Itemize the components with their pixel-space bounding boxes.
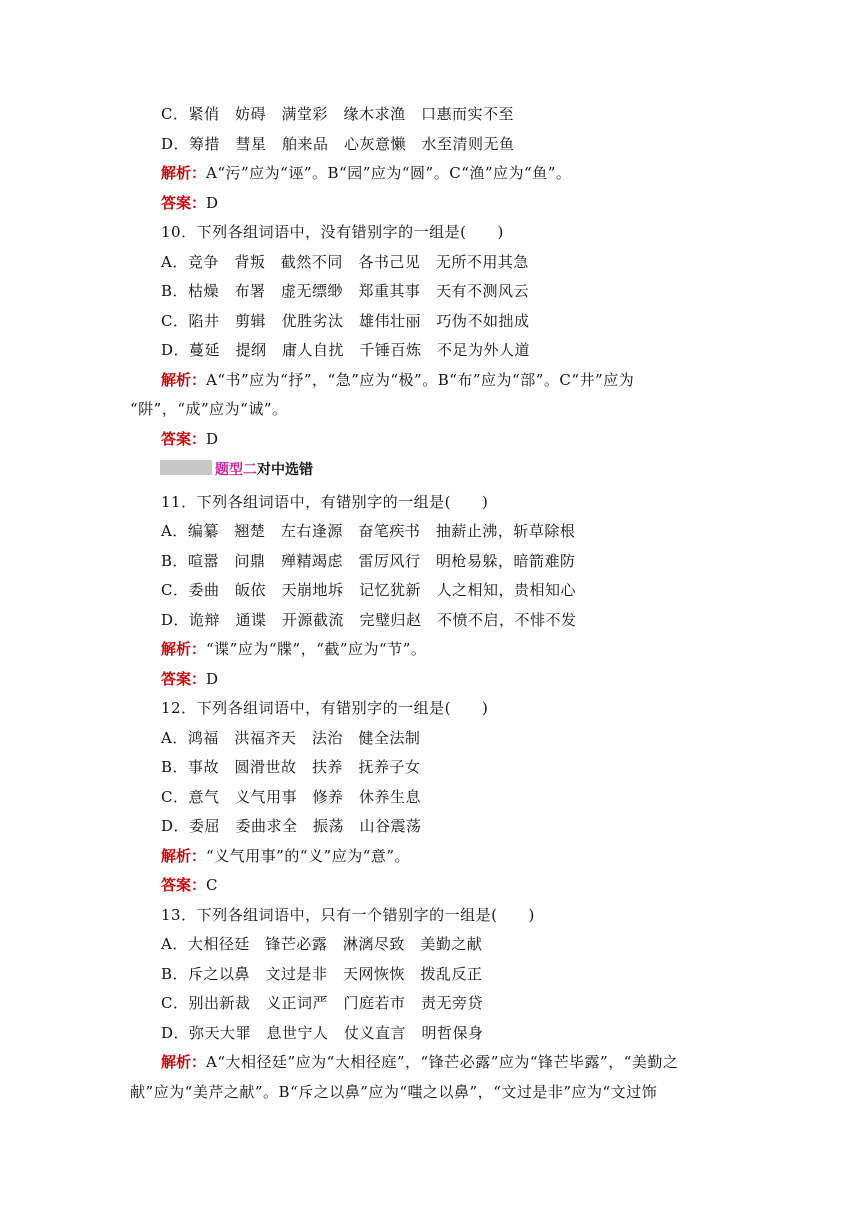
option-a: A．鸿福 洪福齐天 法治 健全法制 — [161, 729, 421, 747]
answer — [161, 193, 219, 213]
option-d: D．蔓延 提纲 庸人自扰 千锤百炼 不足为外人道 — [161, 341, 531, 359]
option-b: B．枯燥 布署 虚无缥缈 郑重其事 天有不测风云 — [161, 282, 530, 300]
analysis-text: A“大相径廷”应为“大相径庭”，“锋芒必露”应为“锋芒毕露”，“美勤之 — [206, 1053, 679, 1071]
answer-label: 答案： — [161, 194, 207, 212]
analysis-text: A“书”应为“抒”，“急”应为“极”。B“布”应为“部”。C“井”应为 — [206, 371, 635, 389]
section-prefix: 题型二 — [215, 462, 257, 478]
section-rest: 对中选错 — [257, 462, 313, 478]
analysis-text: “义气用事”的“义”应为“意”。 — [206, 847, 411, 865]
analysis-continued: 献”应为“美芹之献”。B“斥之以鼻”应为“嗤之以鼻”，“文过是非”应为“文过饰 — [130, 1083, 658, 1101]
question-10: 10．下列各组词语中，没有错别字的一组是( ) — [161, 223, 504, 241]
answer — [161, 669, 219, 689]
analysis-label: 解析： — [161, 847, 207, 865]
option-d: D．筹措 彗星 舶来品 心灰意懒 水至清则无鱼 — [161, 135, 515, 153]
analysis-label: 解析： — [161, 371, 207, 389]
answer-label: 答案： — [161, 430, 207, 448]
option-a: A．编纂 翘楚 左右逢源 奋笔疾书 抽薪止沸，斩草除根 — [161, 522, 576, 540]
option-d: D．诡辩 通谍 开源截流 完璧归赵 不愤不启，不悱不发 — [161, 611, 577, 629]
option-d: D．委屈 委曲求全 振荡 山谷震荡 — [161, 817, 422, 835]
option-c: C．陷井 剪辑 优胜劣汰 雄伟壮丽 巧伪不如拙成 — [161, 312, 530, 330]
option-a: A．大相径廷 锋芒必露 淋漓尽致 美勤之献 — [161, 935, 483, 953]
analysis-continued: “阱”，“成”应为“诚”。 — [130, 400, 288, 418]
answer-text: C — [206, 876, 218, 894]
analysis-label: 解析： — [161, 1053, 207, 1071]
option-c: C．别出新裁 义正词严 门庭若市 责无旁贷 — [161, 994, 483, 1012]
answer-text: D — [206, 670, 219, 688]
analysis — [161, 163, 571, 183]
option-c: C．委曲 皈依 天崩地坼 记忆犹新 人之相知，贵相知心 — [161, 581, 576, 599]
analysis-text: A“污”应为“诬”。B“园”应为“圆”。C“渔”应为“鱼”。 — [206, 164, 572, 182]
analysis — [161, 370, 634, 390]
option-a: A．竞争 背叛 截然不同 各书己见 无所不用其急 — [161, 253, 529, 271]
option-c: C．意气 义气用事 修养 休养生息 — [161, 788, 421, 806]
analysis-label: 解析： — [161, 640, 207, 658]
analysis-label: 解析： — [161, 164, 207, 182]
answer — [161, 875, 218, 895]
question-12: 12．下列各组词语中，有错别字的一组是( ) — [161, 699, 489, 717]
answer-label: 答案： — [161, 670, 207, 688]
section-title — [215, 461, 313, 479]
analysis — [161, 639, 426, 659]
question-11: 11．下列各组词语中，有错别字的一组是( ) — [161, 493, 489, 511]
option-b: B．喧嚣 问鼎 殚精竭虑 雷厉风行 明枪易躲，暗箭难防 — [161, 552, 576, 570]
option-d: D．弥天大罪 息世宁人 仗义直言 明哲保身 — [161, 1024, 484, 1042]
option-c: C．紧俏 妨碍 满堂彩 缘木求渔 口惠而实不至 — [161, 105, 514, 123]
answer-label: 答案： — [161, 876, 207, 894]
answer-text: D — [206, 430, 219, 448]
question-13: 13．下列各组词语中，只有一个错别字的一组是( ) — [161, 906, 535, 924]
answer — [161, 429, 219, 449]
option-b: B．事故 圆滑世故 扶养 抚养子女 — [161, 758, 421, 776]
section-marker — [160, 460, 212, 475]
analysis — [161, 1052, 678, 1072]
option-b: B．斥之以鼻 文过是非 天网恢恢 拨乱反正 — [161, 965, 483, 983]
analysis — [161, 846, 410, 866]
analysis-text: “谍”应为“牒”，“截”应为“节”。 — [206, 640, 427, 658]
answer-text: D — [206, 194, 219, 212]
